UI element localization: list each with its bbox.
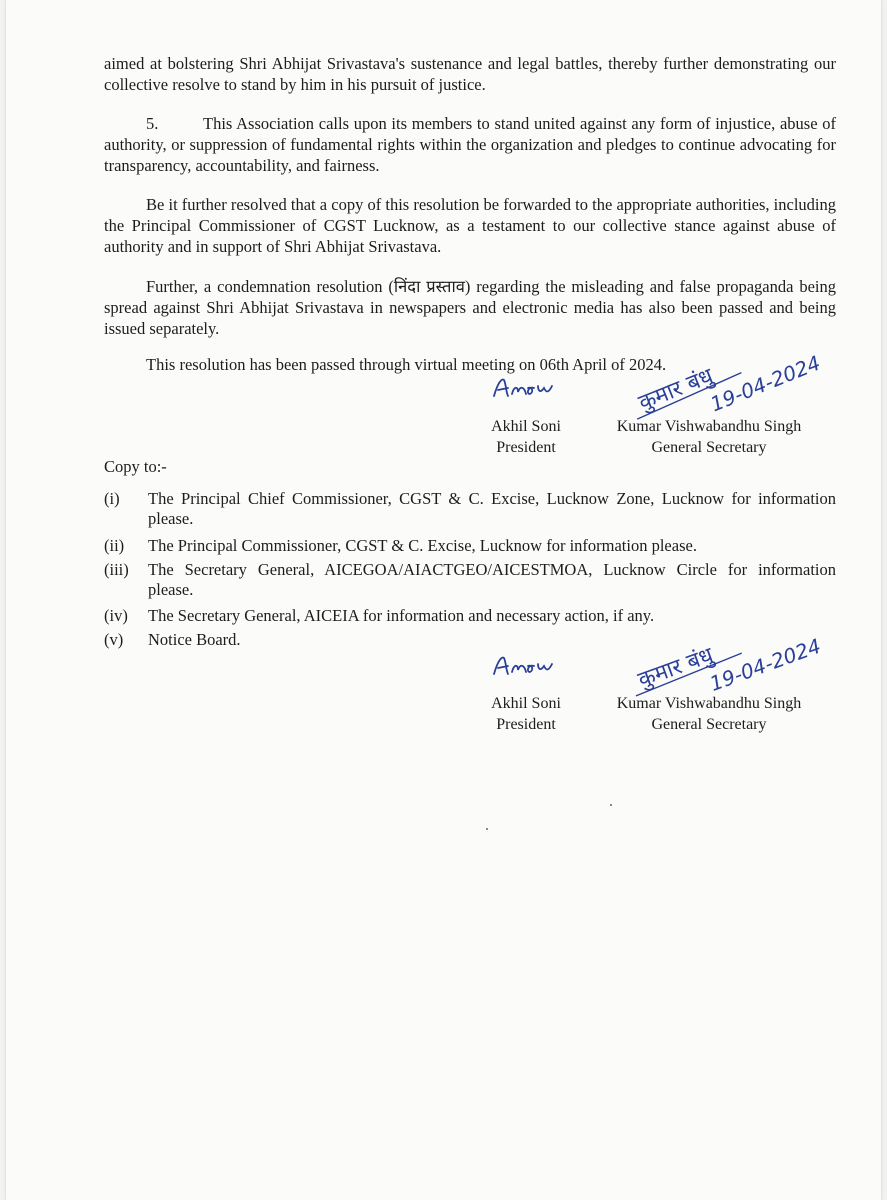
signature-date: 19-04-2024 xyxy=(706,633,824,696)
signature-date: 19-04-2024 xyxy=(706,350,824,417)
paragraph-meeting: This resolution has been passed through virtual meeting on 06th April of 2024. xyxy=(146,354,667,374)
secretary-signature-block-1 xyxy=(594,416,824,458)
document-page xyxy=(6,0,881,1200)
copy-item-text: Notice Board. xyxy=(148,630,241,649)
scan-speck xyxy=(610,804,612,806)
copy-item-text: The Secretary General, AICEGOA/AIACTGEO/AICESTMOA, Lucknow Circle for information please. xyxy=(148,560,836,599)
president-signature-2 xyxy=(490,652,560,682)
secretary-name: Kumar Vishwabandhu Singh xyxy=(616,695,802,712)
secretary-name: Kumar Vishwabandhu Singh xyxy=(616,418,802,435)
president-signature-block-1 xyxy=(472,416,580,458)
president-signature-block-2 xyxy=(472,693,580,735)
secretary-signature-2 xyxy=(624,622,834,702)
item-number: 5. xyxy=(146,113,159,133)
secretary-signature-text: कुमार बंधु xyxy=(635,363,717,417)
copy-item-number: (iii) xyxy=(104,560,129,579)
president-signature-1 xyxy=(490,374,560,404)
copy-item-text: The Principal Chief Commissioner, CGST & C. Excise, Lucknow Zone, Lucknow for information please. xyxy=(148,489,836,528)
secretary-signature-1 xyxy=(624,342,834,422)
secretary-signature-text: कुमार बंधु xyxy=(634,643,717,694)
copy-item-number: (i) xyxy=(104,489,120,508)
copy-item-number: (v) xyxy=(104,630,124,649)
paragraph-forward: Be it further resolved that a copy of this resolution be forwarded to the appropriate authorities, including the Principal Commissioner of CGST Lucknow, as a testament to our collective stance against abuse of authority and in support of Shri Abhijat Srivastava. xyxy=(104,194,836,256)
item-text: This Association calls upon its members to stand united against any form of injustice, abuse of authority, or suppression of fundamental rights within the organization and pledges to continue advocating for transparency, accountability, and fairness. xyxy=(104,113,836,175)
copy-to-item xyxy=(104,536,836,556)
copy-to-item xyxy=(104,489,836,529)
copy-item-number: (iv) xyxy=(104,606,128,625)
copy-item-number: (ii) xyxy=(104,536,125,555)
copy-item-text: The Principal Commissioner, CGST & C. Excise, Lucknow for information please. xyxy=(148,536,697,555)
copy-to-heading: Copy to:- xyxy=(104,457,167,476)
president-name: Akhil Soni xyxy=(491,695,561,712)
copy-item-text: The Secretary General, AICEIA for information and necessary action, if any. xyxy=(148,606,655,625)
paragraph-intro: aimed at bolstering Shri Abhijat Srivastava's sustenance and legal battles, thereby further demonstrating our collective resolve to stand by him in his pursuit of justice. xyxy=(104,53,836,94)
scan-speck xyxy=(486,828,488,830)
resolution-item-5 xyxy=(104,113,836,176)
president-title: President xyxy=(496,439,556,456)
president-title: President xyxy=(496,716,556,733)
president-name: Akhil Soni xyxy=(491,418,561,435)
copy-to-item xyxy=(104,560,836,600)
secretary-title: General Secretary xyxy=(651,439,767,456)
paragraph-condemnation: Further, a condemnation resolution (निंदा प्रस्ताव) regarding the misleading and false propaganda being spread against Shri Abhijat Srivastava in newspapers and electronic media has also been passed and being issued separately. xyxy=(104,276,836,338)
secretary-title: General Secretary xyxy=(651,716,767,733)
secretary-signature-block-2 xyxy=(594,693,824,735)
